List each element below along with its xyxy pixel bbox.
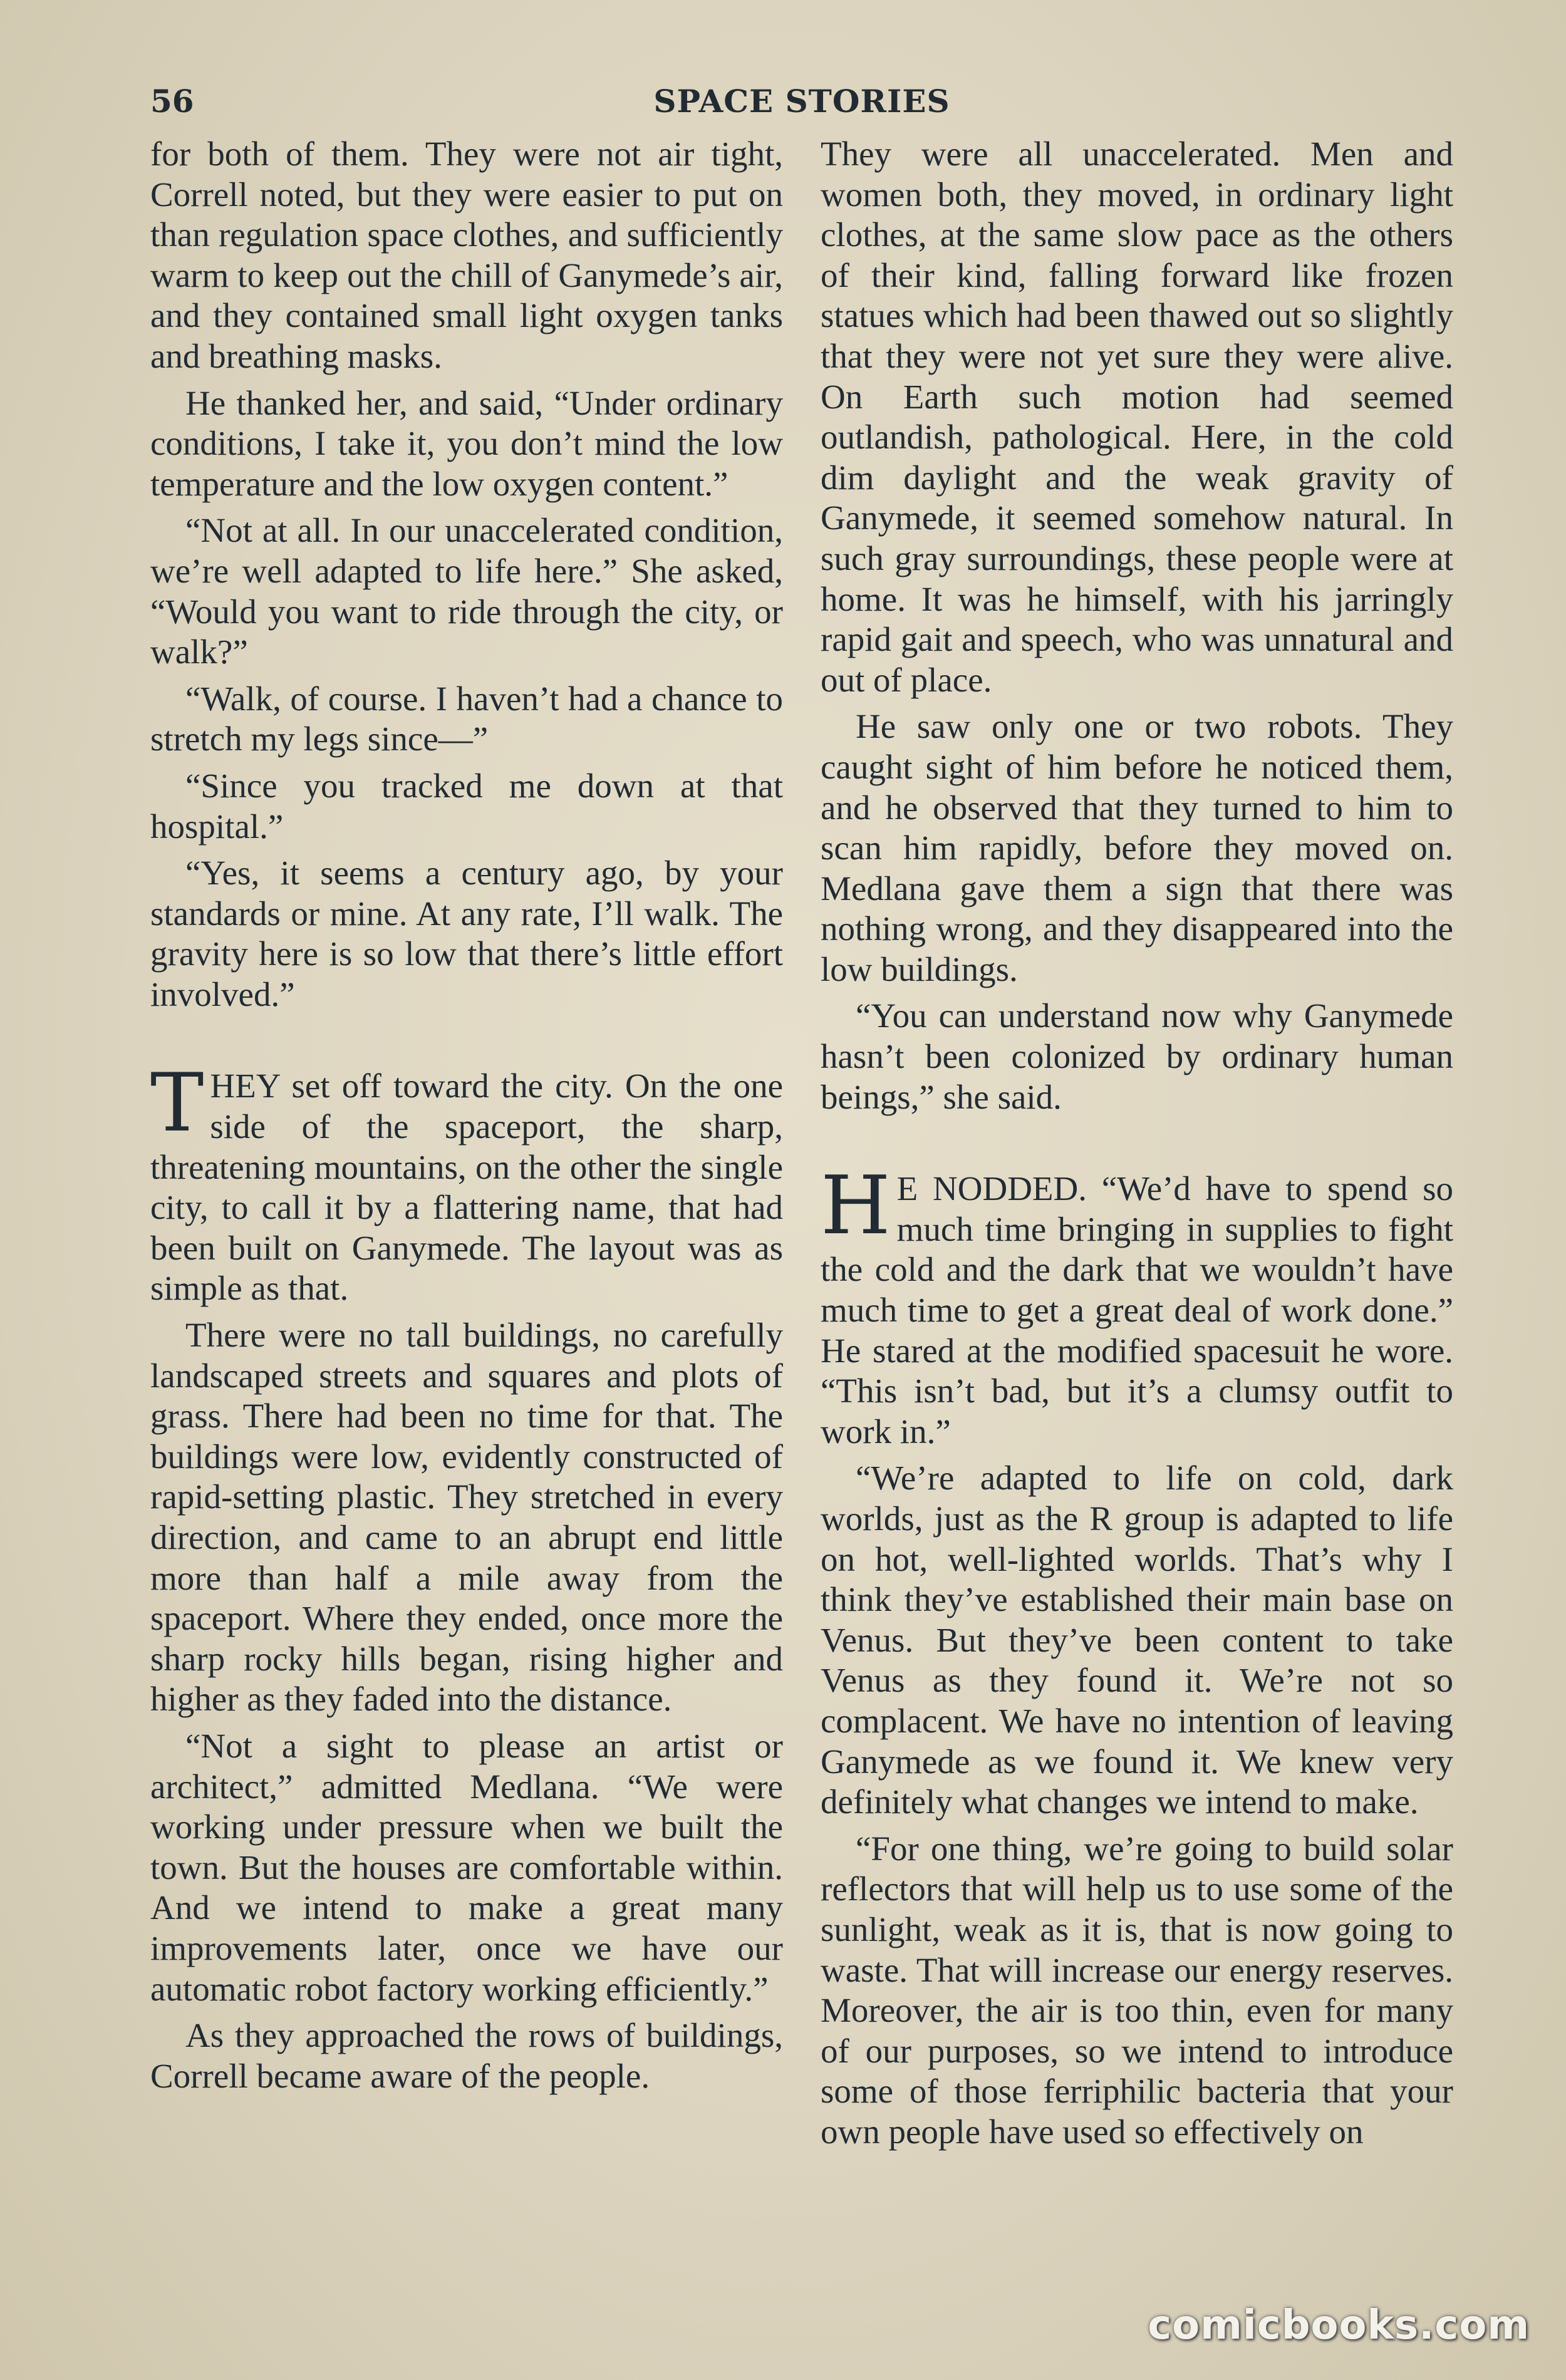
running-head: SPACE STORIES [653, 83, 950, 120]
paragraph: “Yes, it seems a century ago, by your standards or mine. At any rate, I’ll walk. The gravity here is so low that there’s little effort involved.” [150, 854, 783, 1013]
paragraph: for both of them. They were not air tight, Correll noted, but they were easier to put on than regulation space clothes, and sufficiently warm to keep out the chill of Ganymede’s air, and they contained small light oxygen tanks and breathing masks. [150, 135, 783, 375]
paragraph: They were all unaccelerated. Men and women both, they moved, in ordinary light clothes, at the same slow pace as the others of their kind, falling forward like frozen statues which had been thawed out so slightly that they were not yet sure they were alive. On Earth such motion had seemed outlandish, pathological. Here, in the cold dim daylight and the weak gravity of Ganymede, it seemed somehow natural. In such gray surroundings, these people were at home. It was he himself, with his jarringly rapid gait and speech, who was unnatural and out of place. [821, 135, 1453, 699]
paragraph: “Walk, of course. I haven’t had a chance to stretch my legs since—” [150, 679, 783, 758]
paragraph: “Since you tracked me down at that hospital.” [150, 766, 783, 846]
paragraph: He saw only one or two robots. They caught sight of him before he noticed them, and he observed that they turned to him to scan him rapidly, before they moved on. Medlana gave them a sign that there was nothing wrong, and they disappeared into the low buildings. [821, 707, 1453, 988]
left-column [150, 134, 783, 2103]
dropcap-paragraph [821, 1159, 1453, 1452]
drop-cap-letter: T [150, 1057, 204, 1151]
paragraph: “Not a sight to please an artist or architect,” admitted Medlana. “We were working under pressure when we built the town. But the houses are comfortable within. And we intend to make a great many improvements later, once we have our automatic robot factory working efficiently.” [150, 1726, 783, 2008]
section-break [821, 1124, 1453, 1169]
dropcap-paragraph [150, 1057, 783, 1309]
paragraph: “We’re adapted to life on cold, dark worlds, just as the R group is adapted to life on hot, well-lighted worlds. That’s why I think they’ve established their main base on Venus. But they’ve been content to take Venus as they found it. We’re not so complacent. We have no intention of leaving Ganymede as we found it. We knew very definitely what changes we intend to make. [821, 1459, 1453, 1821]
page-header [150, 83, 1453, 127]
drop-cap-letter: H [821, 1159, 891, 1253]
paragraph: “Not at all. In our unaccelerated condition, we’re well adapted to life here.” She asked, “Would you want to ride through the city, or walk?” [150, 511, 783, 671]
paragraph: As they approached the rows of buildings, Correll became aware of the people. [150, 2016, 783, 2095]
paragraph: There were no tall buildings, no carefully landscaped streets and squares and plots of grass. There had been no time for that. The buildings were low, evidently constructed of rapid-setting plastic. They stretched in every direction, and came to an abrupt end little more than half a mile away from the spaceport. Where they ended, once more the sharp rocky hills began, rising higher and higher as they faded into the distance. [150, 1316, 783, 1719]
paragraph: “For one thing, we’re going to build solar reflectors that will help us to use some of the sunlight, weak as it is, that is now going to waste. That will increase our energy reserves. Moreover, the air is too thin, even for many of our purposes, so we intend to introduce some of those ferriphilic bacteria that your own people have used so effectively on [821, 1829, 1453, 2151]
section-break [150, 1021, 783, 1066]
dropcap-paragraph-text: HEY set off toward the city. On the one side of the spaceport, the sharp, threatening mountains, on the other the single city, to call it by a flattering name, that had been built on Ganymede. The layout was as simple as that. [150, 1067, 783, 1308]
paragraph: “You can understand now why Ganymede hasn’t been colonized by ordinary human beings,” she said. [821, 996, 1453, 1116]
right-column [821, 134, 1453, 2159]
dropcap-paragraph-text: E NODDED. “We’d have to spend so much time bringing in supplies to fight the cold and the dark that we wouldn’t have much time to get a great deal of work done.” He stared at the modified spacesuit he wore. “This isn’t bad, but it’s a clumsy outfit to work in.” [821, 1169, 1453, 1451]
page-number: 56 [150, 83, 194, 120]
watermark-logo: comicbooks.com [1148, 2302, 1530, 2349]
paragraph: He thanked her, and said, “Under ordinary conditions, I take it, you don’t mind the low temperature and the low oxygen content.” [150, 383, 783, 503]
